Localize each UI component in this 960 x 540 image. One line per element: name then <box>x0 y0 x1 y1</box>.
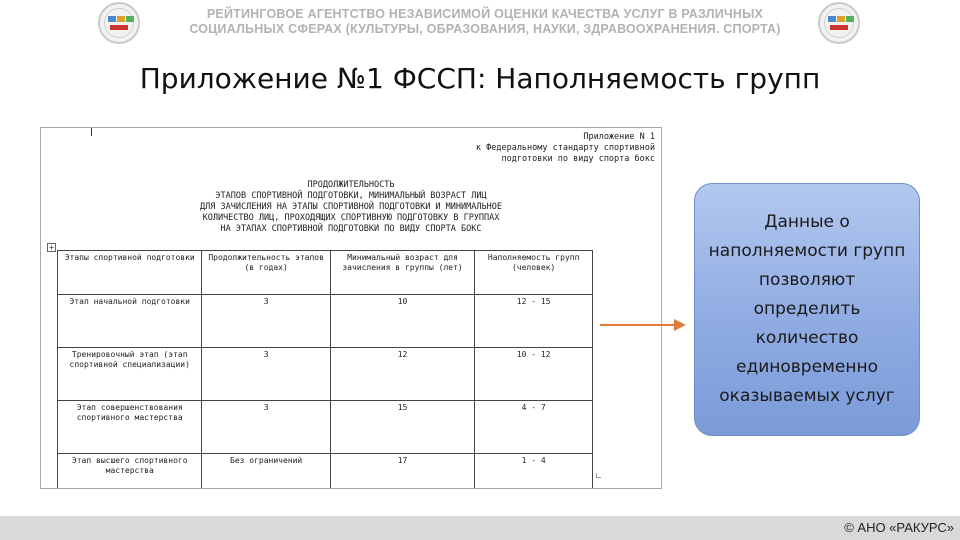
document-excerpt <box>40 127 662 489</box>
cell-duration: 3 <box>202 401 330 454</box>
table-move-handle-icon[interactable]: + <box>47 243 56 252</box>
text-cursor <box>91 128 92 136</box>
table-row <box>58 348 593 401</box>
appendix-line: Приложение N 1 <box>583 132 655 142</box>
document-title-line: ДЛЯ ЗАЧИСЛЕНИЯ НА ЭТАПЫ СПОРТИВНОЙ ПОДГОТОВКИ И МИНИМАЛЬНОЕ <box>200 202 502 212</box>
cell-min-age: 12 <box>330 348 474 401</box>
cell-stage: Этап начальной подготовки <box>58 295 202 348</box>
agency-emblem-icon <box>104 8 134 38</box>
document-title-line: ЭТАПОВ СПОРТИВНОЙ ПОДГОТОВКИ, МИНИМАЛЬНЫЙ ВОЗРАСТ ЛИЦ <box>215 191 487 201</box>
header-cell-stage: Этапы спортивной подготовки <box>58 251 202 295</box>
document-title-line: ПРОДОЛЖИТЕЛЬНОСТЬ <box>307 180 395 190</box>
table-row <box>58 295 593 348</box>
cell-stage: Этап высшего спортивного мастерства <box>58 454 202 490</box>
header-cell-duration: Продолжительность этапов (в годах) <box>202 251 330 295</box>
cell-min-age: 15 <box>330 401 474 454</box>
cell-duration: 3 <box>202 348 330 401</box>
appendix-reference <box>395 132 655 165</box>
agency-logo-right <box>818 2 860 44</box>
cell-duration: 3 <box>202 295 330 348</box>
table-row <box>58 401 593 454</box>
appendix-line: к Федеральному стандарту спортивной <box>475 143 655 153</box>
copyright-text: © АНО «РАКУРС» <box>844 520 954 535</box>
cell-group-size: 4 - 7 <box>475 401 593 454</box>
footer-bar <box>0 516 960 540</box>
agency-emblem-icon <box>824 8 854 38</box>
table-header-row <box>58 251 593 295</box>
org-header-line2: СОЦИАЛЬНЫХ СФЕРАХ (КУЛЬТУРЫ, ОБРАЗОВАНИЯ, НАУКИ, ЗДРАВООХРАНЕНИЯ. СПОРТА) <box>189 22 781 36</box>
slide-title: Приложение №1 ФССП: Наполняемость групп <box>139 62 821 95</box>
cell-min-age: 10 <box>330 295 474 348</box>
cell-duration: Без ограничений <box>202 454 330 490</box>
cell-group-size: 10 - 12 <box>475 348 593 401</box>
document-title <box>111 180 591 235</box>
info-callout <box>694 183 920 436</box>
cell-stage: Этап совершенствования спортивного мастерства <box>58 401 202 454</box>
paragraph-corner-mark <box>596 473 601 478</box>
document-title-line: НА ЭТАПАХ СПОРТИВНОЙ ПОДГОТОВКИ ПО ВИДУ СПОРТА БОКС <box>220 224 482 234</box>
appendix-line: подготовки по виду спорта бокс <box>501 154 655 164</box>
agency-logo-left <box>98 2 140 44</box>
cell-group-size: 1 - 4 <box>475 454 593 490</box>
header-cell-min-age: Минимальный возраст для зачисления в группы (лет) <box>330 251 474 295</box>
org-header <box>160 7 810 37</box>
document-title-line: КОЛИЧЕСТВО ЛИЦ, ПРОХОДЯЩИХ СПОРТИВНУЮ ПОДГОТОВКУ В ГРУППАХ <box>202 213 500 223</box>
groups-table <box>57 250 593 489</box>
callout-text: Данные о наполняемости групп позволяют определить количество единовременно оказываемых услуг <box>708 212 906 406</box>
cell-min-age: 17 <box>330 454 474 490</box>
table-row <box>58 454 593 490</box>
org-header-line1: РЕЙТИНГОВОЕ АГЕНТСТВО НЕЗАВИСИМОЙ ОЦЕНКИ КАЧЕСТВА УСЛУГ В РАЗЛИЧНЫХ <box>206 7 764 21</box>
arrow-right-icon <box>600 317 686 333</box>
cell-group-size: 12 - 15 <box>475 295 593 348</box>
header-cell-group-size: Наполняемость групп (человек) <box>475 251 593 295</box>
cell-stage: Тренировочный этап (этап спортивной специализации) <box>58 348 202 401</box>
